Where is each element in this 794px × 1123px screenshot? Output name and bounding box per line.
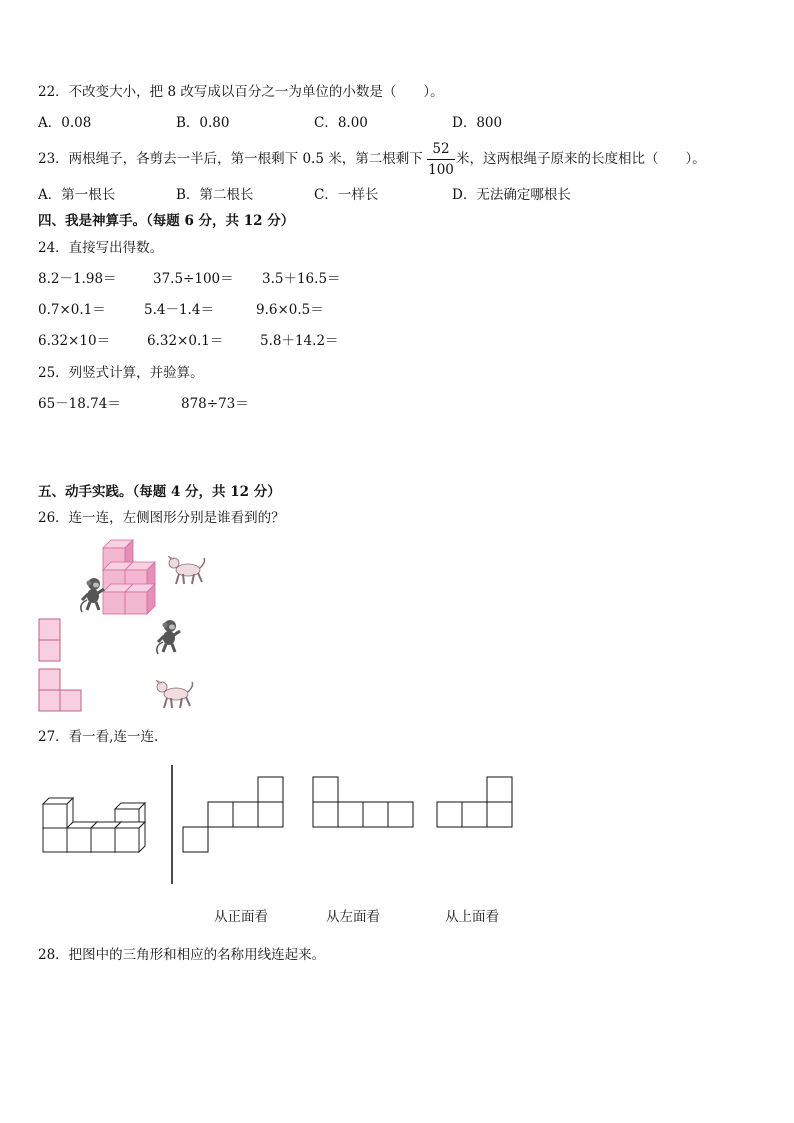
q24-item: 6.32×0.1＝ [147, 333, 224, 349]
fraction-numerator: 52 [432, 141, 450, 157]
q25-stem: 25．列竖式计算，并验算。 [38, 365, 204, 381]
q23-option-d[interactable]: D．无法确定哪根长 [452, 187, 571, 203]
q24-item: 8.2－1.98＝ [38, 271, 117, 287]
q25-item: 65－18.74＝ [38, 396, 121, 412]
q24-item: 37.5÷100＝ [153, 271, 234, 287]
q27-label-top[interactable]: 从上面看 [445, 909, 499, 925]
q27-view-a[interactable] [183, 777, 283, 852]
q27-solid [43, 798, 145, 852]
q25-item: 878÷73＝ [181, 396, 249, 412]
q24-item: 0.7×0.1＝ [38, 302, 106, 318]
section-4-heading: 四、我是神算手。（每题 6 分，共 12 分） [38, 213, 295, 229]
q27-view-b[interactable] [313, 777, 413, 827]
q22-option-a[interactable]: A．0.08 [38, 115, 92, 131]
q23-option-a[interactable]: A．第一根长 [38, 187, 116, 203]
q27-view-c[interactable] [437, 777, 512, 827]
q23-option-b[interactable]: B．第二根长 [176, 187, 254, 203]
q23-option-c[interactable]: C．一样长 [314, 187, 379, 203]
fraction-denominator: 100 [428, 162, 454, 178]
q24-stem: 24．直接写出得数。 [38, 240, 164, 256]
q27-label-front[interactable]: 从正面看 [214, 909, 268, 925]
q23-stem-after: 米，这两根绳子原来的长度相比（ ）。 [456, 151, 706, 167]
q23-stem-before: 23．两根绳子，各剪去一半后，第一根剩下 0.5 米，第二根剩下 [38, 151, 423, 167]
q24-item: 5.8＋14.2＝ [260, 333, 339, 349]
q22-stem: 22．不改变大小，把 8 改写成以百分之一为单位的小数是（ ）。 [38, 84, 444, 100]
q28-stem: 28．把图中的三角形和相应的名称用线连起来。 [38, 947, 326, 963]
q24-item: 6.32×10＝ [38, 333, 111, 349]
q22-option-b[interactable]: B．0.80 [176, 115, 230, 131]
q26-stem: 26．连一连，左侧图形分别是谁看到的？ [38, 510, 285, 526]
q24-item: 3.5＋16.5＝ [262, 271, 341, 287]
section-5-heading: 五、动手实践。（每题 4 分，共 12 分） [38, 484, 281, 500]
q24-item: 9.6×0.5＝ [256, 302, 324, 318]
q22-option-c[interactable]: C．8.00 [314, 115, 368, 131]
q27-label-left[interactable]: 从左面看 [326, 909, 380, 925]
q24-item: 5.4－1.4＝ [144, 302, 214, 318]
q22-option-d[interactable]: D．800 [452, 115, 503, 131]
q27-stem: 27．看一看,连一连. [38, 729, 159, 745]
